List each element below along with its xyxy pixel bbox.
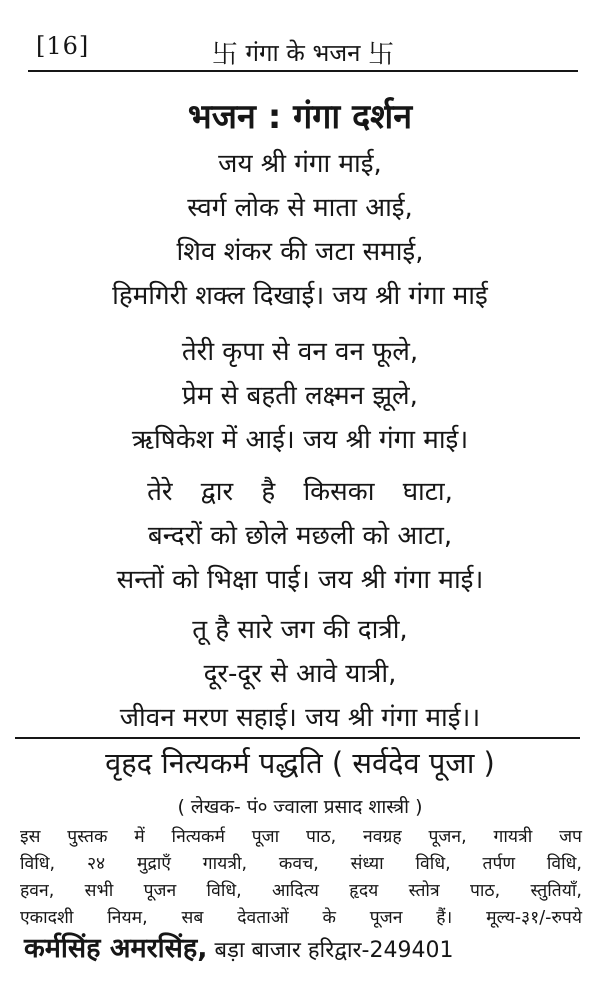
bhajan-title: भजन : गंगा दर्शन [187,97,413,137]
publisher-name: कर्मसिंह अमरसिंह, [24,933,208,964]
running-title [28,34,578,71]
stanza-1 [18,142,582,318]
verse-line: हिमगिरी शक्ल दिखाई। जय श्री गंगा माई [112,281,488,311]
verse-line: स्वर्ग लोक से माता आई, [187,193,413,223]
publisher-line [24,928,580,965]
verse-line: सन्तों को भिक्षा पाई। जय श्री गंगा माई। [116,565,484,595]
advert-book-title: वृहद नित्यकर्म पद्धति ( सर्वदेव पूजा ) [105,746,495,780]
advert-description [20,824,582,932]
description-line: हवन, सभी पूजन विधि, आदित्य हृदय स्तोत्र पाठ, स्तुतियाँ, [20,881,582,901]
description-line: एकादशी नियम, सब देवताओं के पूजन हैं। मूल्य-३१/-रुपये [20,908,582,928]
verse-line: ऋषिकेश में आई। जय श्री गंगा माई। [131,425,469,455]
publisher-address: बड़ा बाजार हरिद्वार-249401 [207,938,454,963]
verse-line: तेरे द्वार है किसका घाटा, [147,477,453,507]
header-divider [28,70,578,72]
page-header [28,26,578,68]
running-title-text: गंगा के भजन [245,39,361,67]
verse-line: तेरी कृपा से वन वन फूले, [181,337,419,367]
page-number: [16] [36,32,90,60]
description-line: विधि, २४ मुद्राएँ गायत्री, कवच, संध्या विधि, तर्पण विधि, [20,854,582,874]
verse-line: दूर-दूर से आवे यात्री, [203,659,397,689]
stanza-4 [18,608,582,740]
description-line: इस पुस्तक में नित्यकर्म पूजा पाठ, नवग्रह पूजन, गायत्री जप [20,827,582,847]
stanza-2 [18,330,582,462]
verse-line: जीवन मरण सहाई। जय श्री गंगा माई।। [119,703,481,733]
stanza-3 [18,470,582,602]
section-divider [15,737,580,739]
swastika-icon: 卐 [211,40,238,70]
advert-author: ( लेखक- पं० ज्वाला प्रसाद शास्त्री ) [177,796,423,818]
swastika-icon: 卐 [368,40,395,70]
verse-line: जय श्री गंगा माई, [218,149,382,179]
verse-line: तू है सारे जग की दात्री, [192,615,408,645]
verse-line: बन्दरों को छोले मछली को आटा, [147,521,453,551]
verse-line: शिव शंकर की जटा समाई, [176,237,424,267]
verse-line: प्रेम से बहती लक्ष्मन झूले, [182,381,418,411]
